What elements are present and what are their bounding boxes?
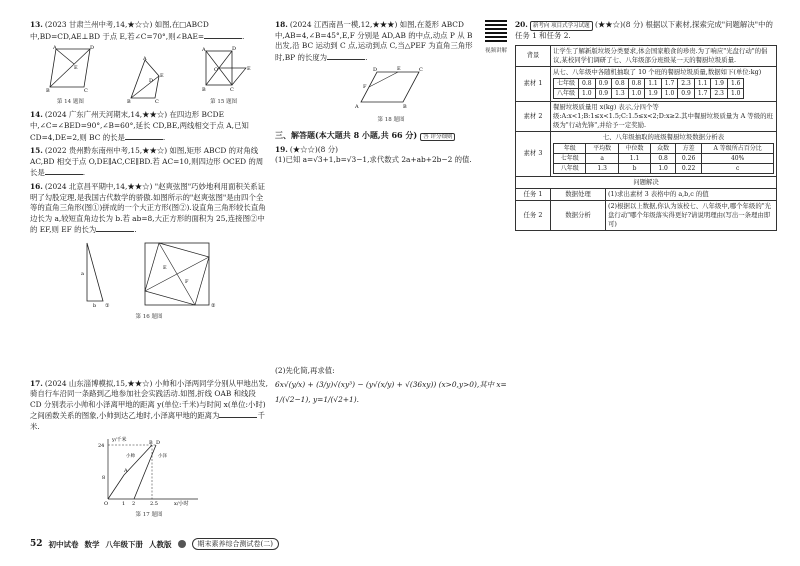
question-text: (★★☆)(8 分) 根据以下素材,探索完成"问题解决"中的任务 1 和任务 2.: [515, 20, 773, 40]
problem-title: 问题解决: [516, 176, 777, 188]
question-number: 14.: [30, 110, 43, 120]
table-cell: 1.0: [661, 88, 678, 98]
quadrilateral-figure: [125, 56, 165, 104]
left-column: [30, 20, 268, 521]
table-cell: b: [618, 163, 650, 173]
row-content: 餐厨垃圾质量用 x(kg) 表示,分四个等级:A:x<1;B:1≤x<1.5;C:1.5≤x<2;D:x≥2.其中餐厨垃圾质量为 A 等级的班级为"行动先锋",并给予一定奖励.: [551, 101, 777, 131]
right-triangle-figure: [81, 239, 121, 309]
question-part-1: (1)已知 a=√3+1,b=√3−1,求代数式 2a+ab+2b−2 的值.: [275, 155, 472, 165]
svg-text:E: E: [246, 66, 251, 73]
table-cell: 1.6: [727, 78, 744, 88]
question-difficulty: (★☆☆)(8 分): [289, 144, 339, 154]
svg-text:O: O: [104, 501, 109, 508]
row-content: 让学生了解新版垃圾分类要求,体会国家粮食的珍贵.为了响应"光盘行动"的倡议,某校同学们调研了七、八年级部分班级某一天的餐厨垃圾质量.: [551, 45, 777, 66]
grade: 八年级下册: [105, 539, 144, 549]
svg-text:2: 2: [132, 501, 136, 508]
figure-caption: 第 14 题图: [56, 98, 84, 105]
section-heading: [275, 130, 507, 143]
question-number: 19.: [275, 144, 288, 154]
task-label: 任务 1: [516, 188, 551, 200]
svg-text:b: b: [93, 302, 97, 309]
svg-text:24: 24: [98, 443, 105, 450]
question-number: 15.: [30, 146, 43, 156]
answer-blank: [96, 224, 137, 235]
table-cell: 平均数: [586, 143, 618, 153]
x-axis-label: x/小时: [174, 501, 189, 508]
rectangle-figure: [194, 45, 254, 93]
table-cell: 0.22: [675, 163, 701, 173]
svg-text:D: D: [90, 45, 95, 52]
row-label: 素材 2: [516, 101, 551, 131]
answer-blank: [219, 410, 257, 418]
svg-text:D: D: [373, 67, 378, 74]
table-cell: 1.0: [579, 88, 596, 98]
figure-14: [125, 56, 165, 108]
table-cell: 1.0: [628, 88, 645, 98]
svg-text:F: F: [185, 278, 189, 285]
analysis-table: [553, 143, 774, 174]
exam-title: 期末素养综合测试卷(二): [192, 538, 279, 550]
question-tail: .: [162, 132, 166, 142]
task-text: (2)根据以上数据,你认为该校七、八年级中,哪个年级的"光盘行动"哪个年级落实得更好?请说明理由(写出一条理由即可): [606, 200, 777, 230]
table-cell: 1.0: [727, 88, 744, 98]
edition: 人教版: [149, 539, 172, 549]
svg-text:1: 1: [122, 501, 126, 508]
svg-text:D: D: [148, 77, 153, 84]
svg-text:E: E: [74, 65, 78, 72]
svg-text:A: A: [124, 468, 128, 475]
table-row: [516, 188, 777, 200]
question-tail: .: [242, 31, 245, 41]
table-cell: 1.9: [645, 88, 662, 98]
table-cell: 七年级: [554, 78, 579, 88]
question-text: (2022 贵州黔东南州中考,15,★★☆) 如图,矩形 ABCD 的对角线 AC,BD 相交于点 O,DE∥AC,CE∥BD.若 AC=10,则四边形 OCED 的周长是: [30, 146, 264, 178]
analysis-table-title: 七、八年级抽取的班级餐厨垃圾数据分析表: [602, 132, 725, 141]
materials-table: [515, 45, 777, 231]
question-text: (2024 山东淄博模拟,15,★★☆) 小帅和小泽两同学分别从甲地出发,骑自行车沿同一条路到乙地参加社会实践活动.如图,折线 OAB 和线段 CD 分别表示小帅和小泽离甲地的距离 y(单位:千米)与时间 x(单位:小时)之间函数关系的图象,小帅到达乙地时,小泽离甲地的距离为: [30, 378, 268, 421]
row-label: 素材 1: [516, 66, 551, 101]
question-text: (2024 江西南昌一模,12,★★★) 如图,在菱形 ABCD 中,AB=4,∠B=45°,E,F 分别是 AD,AB 的中点,动点 P 从 B 出发,沿 BC 运动到 C 点,运动到点 C,当△PEF 为直角三角形时,BP 的长度为: [275, 20, 473, 62]
table-cell: 0.9: [595, 78, 612, 88]
table-cell: 中位数: [618, 143, 650, 153]
question-20: [515, 20, 777, 42]
answer-blank: [204, 31, 245, 41]
table-cell: 1.1: [618, 153, 650, 163]
question-number: 17.: [30, 378, 43, 388]
figure-17: [30, 435, 268, 507]
figure-caption: 第 17 题图: [135, 512, 163, 519]
svg-text:F: F: [363, 84, 367, 91]
figure-16: [30, 239, 268, 309]
table-cell: 1.3: [586, 163, 618, 173]
table-cell: 1.7: [694, 88, 711, 98]
question-text: (2024 北京昌平期中,14,★★☆) "赵爽弦图"巧妙地利用面积关系证明了勾股定理,是我国古代数学的骄傲.如图所示的"赵爽弦图"是由四个全等的直角三角形(图①)拼成的一个大正方形(图②).设直角三角形较长直角边长为 a,较短直角边长为 b.若 ab=8,大正方形的面积为 25,连接图②中的 EF,则 EF 的长为: [30, 181, 266, 235]
svg-text:D: D: [231, 46, 236, 53]
row-content: [551, 131, 777, 176]
svg-text:a: a: [81, 270, 84, 277]
table-cell: 1.0: [651, 163, 676, 173]
table-cell: 1.1: [645, 78, 662, 88]
grading-note-badge[interactable]: 答 评分细则: [420, 133, 455, 141]
table-row: [516, 176, 777, 188]
table-row: [516, 45, 777, 66]
question-tail: .: [365, 52, 368, 62]
answer-space: [275, 166, 507, 366]
series-label-xiaoze: 小泽: [158, 454, 167, 460]
task-text: (1)求出素材 3 表格中的 a,b,c 的值: [606, 188, 777, 200]
task-label: 任务 2: [516, 200, 551, 230]
raw-data-table: [553, 78, 744, 99]
question-number: 18.: [275, 20, 288, 29]
parallelogram-figure: [44, 45, 96, 93]
table-cell: 40%: [702, 153, 774, 163]
question-expression: 6x√(y/x) + (3/y)√(xy³) − (y√(x/y) + √(36xy)) (x>0,y>0),其中 x=: [275, 380, 507, 390]
svg-text:A: A: [142, 55, 147, 62]
task-name: 数据分析: [551, 200, 606, 230]
table-cell: 0.26: [675, 153, 701, 163]
figure-caption: 第 15 题图: [210, 98, 238, 105]
svg-text:C: C: [154, 98, 159, 104]
svg-text:②: ②: [211, 302, 216, 309]
svg-text:B: B: [403, 104, 407, 111]
question-tail: .: [134, 225, 137, 235]
table-cell: 年级: [554, 143, 586, 153]
y-axis-label: y/千米: [112, 437, 127, 444]
question-text: (2024 广东广州天河期末,14,★★☆) 在四边形 BCDE 中,∠C=∠BED=90°,∠B=60°,延长 CD,BE,两线相交于点 A,已知 CD=4,DE=2,则 BC 的长是: [30, 110, 249, 142]
series-name: 初中试卷: [48, 539, 79, 549]
table-row: [554, 143, 774, 153]
question-14: [30, 110, 268, 143]
svg-text:O: O: [213, 67, 218, 74]
table-cell: 1.3: [612, 88, 629, 98]
table-row: [516, 101, 777, 131]
svg-text:A: A: [355, 104, 359, 111]
question-number: 16.: [30, 181, 43, 191]
question-number: 13.: [30, 20, 43, 29]
right-column: [515, 20, 777, 231]
question-13: [30, 20, 268, 42]
table-cell: 2.3: [711, 88, 728, 98]
figure-caption: 第 16 题图: [135, 313, 163, 320]
svg-text:C: C: [229, 87, 234, 94]
zhao-shuang-square-figure: [139, 239, 217, 309]
new-trend-badge: 新考向 项目式学习试题: [530, 21, 593, 31]
table-row: [554, 163, 774, 173]
svg-text:B: B: [126, 98, 131, 104]
task-name: 数据处理: [551, 188, 606, 200]
table-cell: 八年级: [554, 163, 586, 173]
svg-text:E: E: [163, 264, 167, 271]
table-cell: 七年级: [554, 153, 586, 163]
table-cell: 0.8: [628, 78, 645, 88]
table-cell: 2.3: [678, 78, 695, 88]
svg-text:E: E: [397, 66, 401, 73]
svg-text:A: A: [53, 45, 57, 52]
table-row: [554, 153, 774, 163]
page-number: 52: [30, 539, 43, 549]
figure-13: [44, 45, 96, 107]
table-cell: 八年级: [554, 88, 579, 98]
svg-text:2.5: 2.5: [150, 501, 158, 508]
table-row: [516, 200, 777, 230]
question-16: [30, 182, 268, 236]
svg-text:E: E: [159, 72, 164, 79]
row-label: 素材 3: [516, 131, 551, 176]
distance-time-graph: [94, 435, 204, 507]
table-row: [516, 66, 777, 101]
svg-text:B: B: [201, 87, 206, 94]
question-17: [30, 379, 268, 433]
answer-blank: [125, 132, 166, 142]
qr-code-icon[interactable]: [485, 20, 507, 42]
table-cell: c: [702, 163, 774, 173]
table-cell: 0.9: [678, 88, 695, 98]
row-content: [551, 66, 777, 101]
table-cell: a: [586, 153, 618, 163]
table-cell: 0.8: [579, 78, 596, 88]
answer-blank: [45, 167, 86, 178]
table-cell: 0.9: [595, 88, 612, 98]
table-cell: 方差: [675, 143, 701, 153]
svg-text:C: C: [84, 88, 89, 94]
question-text: (2023 甘肃兰州中考,14,★☆☆) 如图,在□ABCD 中,BD=CD,AE⊥BD 于点 E,若∠C=70°,则∠BAE=: [30, 20, 209, 41]
table-cell: 1.9: [711, 78, 728, 88]
question-19: [275, 145, 507, 406]
subject: 数学: [84, 539, 100, 549]
qr-caption: 视频讲解: [484, 47, 507, 54]
svg-text:①: ①: [105, 302, 110, 309]
question-18: [275, 20, 507, 63]
table-cell: A 等级所占百分比: [702, 143, 774, 153]
table-cell: 1.1: [694, 78, 711, 88]
svg-text:B: B: [46, 88, 51, 94]
question-tail: .: [82, 168, 86, 178]
middle-column: [275, 20, 507, 409]
answer-blank: [327, 52, 368, 62]
figure-18: [275, 66, 507, 112]
table-row: [554, 88, 744, 98]
svg-text:8: 8: [102, 475, 106, 482]
figure-caption: 第 18 题图: [377, 117, 405, 124]
question-values: 1/(√2−1), y=1/(√2+1).: [275, 394, 359, 404]
material-1-text: 从七、八年级中各随机抽取了 10 个班的餐厨垃圾质量,数据如下(单位:kg): [553, 67, 762, 76]
svg-text:C: C: [419, 67, 423, 74]
table-cell: 0.8: [612, 78, 629, 88]
question-number: 20.: [515, 20, 528, 29]
table-cell: 1.7: [661, 78, 678, 88]
row-label: 背景: [516, 45, 551, 66]
table-row: [554, 78, 744, 88]
page-footer: [30, 538, 279, 550]
section-title: 三、解答题(本大题共 8 小题,共 66 分): [275, 129, 418, 140]
svg-text:A: A: [201, 47, 206, 54]
question-tail: 千米.: [30, 411, 265, 431]
svg-text:D: D: [156, 440, 161, 447]
circle-icon: [178, 540, 186, 548]
question-part-2: (2)先化简,再求值:: [275, 365, 335, 375]
question-15: [30, 146, 268, 179]
table-row: [516, 131, 777, 176]
rhombus-figure: [351, 66, 431, 112]
series-label-xiaoshuai: 小帅: [126, 454, 135, 460]
table-cell: 众数: [651, 143, 676, 153]
figure-15: [194, 45, 254, 107]
svg-text:B: B: [149, 440, 153, 447]
table-cell: 0.8: [651, 153, 676, 163]
figures-13-15: [30, 45, 268, 107]
